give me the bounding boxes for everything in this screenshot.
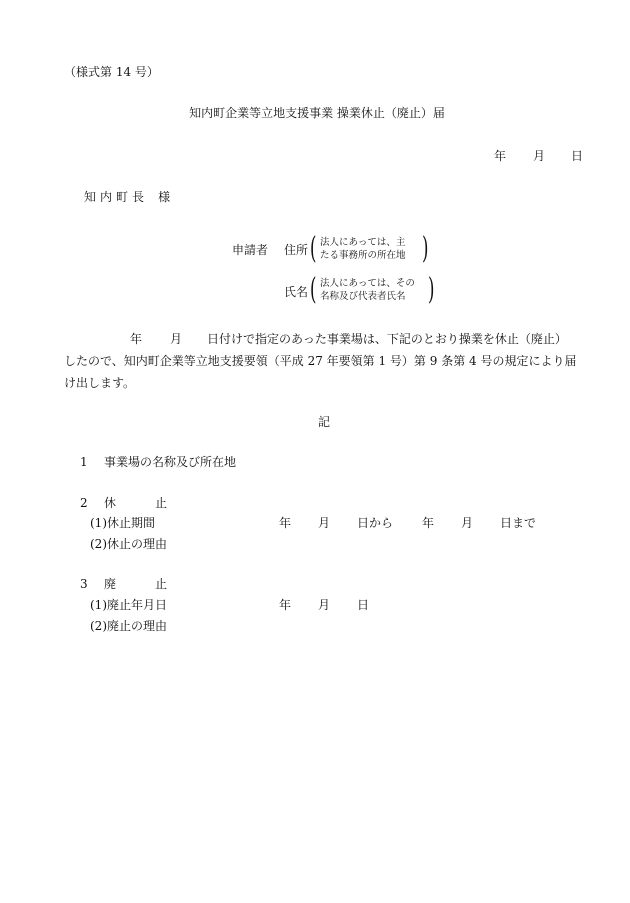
name-label: 氏名 xyxy=(284,285,309,299)
item3-sub1-day: 日 xyxy=(357,598,370,612)
name-note-line2: 名称及び代表者氏名 xyxy=(320,291,406,302)
item2-sub2: (2)休止の理由 xyxy=(90,537,167,551)
item3-label-a: 廃 xyxy=(104,577,117,591)
addressee-char-3: 町 xyxy=(116,190,129,204)
addressee-char-1: 知 xyxy=(84,190,97,204)
item1-label: 事業場の名称及び所在地 xyxy=(104,455,237,469)
name-note-open-paren: ( xyxy=(310,272,317,307)
addressee xyxy=(84,191,170,203)
ki-heading: 記 xyxy=(318,415,331,429)
item3-sub1: (1)廃止年月日 xyxy=(90,598,167,612)
address-note-open-paren: ( xyxy=(310,231,317,266)
item2-label-a: 休 xyxy=(104,496,117,510)
item1-number: 1 xyxy=(80,455,88,469)
item2-sub1-year: 年 xyxy=(279,516,292,530)
date-day-label: 日 xyxy=(571,149,584,163)
body-line1-year: 年 xyxy=(130,332,143,346)
document-title: 知内町企業等立地支援事業 操業休止（廃止）届 xyxy=(189,106,445,120)
addressee-char-4: 長 xyxy=(132,190,145,204)
item2-sub1: (1)休止期間 xyxy=(90,516,155,530)
item2-sub1-month: 月 xyxy=(318,516,331,530)
item2-sub1-year2: 年 xyxy=(422,516,435,530)
item2-sub1-from: 日から xyxy=(357,516,394,530)
item2-sub1-until: 日まで xyxy=(500,516,537,530)
address-note-line1: 法人にあっては、主 xyxy=(320,237,406,248)
body-line3: け出します。 xyxy=(64,376,136,390)
name-note xyxy=(310,272,445,307)
item2-label-b: 止 xyxy=(155,496,168,510)
date-year-label: 年 xyxy=(494,149,507,163)
body-line2: したので、知内町企業等立地支援要領（平成 27 年要領第 1 号）第 9 条第 4 号の規定により届 xyxy=(64,354,577,368)
address-note-line2: たる事務所の所在地 xyxy=(320,250,406,261)
addressee-honorific: 様 xyxy=(158,190,171,204)
address-label: 住所 xyxy=(284,243,309,257)
applicant-label: 申請者 xyxy=(232,243,269,257)
name-note-line1: 法人にあっては、その xyxy=(320,278,415,289)
item3-label-b: 止 xyxy=(155,577,168,591)
body-line1-month: 月 xyxy=(170,332,183,346)
item3-sub1-year: 年 xyxy=(279,598,292,612)
body-line1-rest: 日付けで指定のあった事業場は、下記のとおり操業を休止（廃止） xyxy=(207,332,567,346)
addressee-char-2: 内 xyxy=(100,190,113,204)
item2-sub1-month2: 月 xyxy=(461,516,474,530)
item3-sub2: (2)廃止の理由 xyxy=(90,619,167,633)
name-note-close-paren: ) xyxy=(428,272,435,307)
item2-number: 2 xyxy=(80,496,88,510)
address-note xyxy=(310,231,440,266)
date-month-label: 月 xyxy=(533,149,546,163)
address-note-close-paren: ) xyxy=(422,231,429,266)
form-number: （様式第 14 号） xyxy=(64,65,159,79)
item3-sub1-month: 月 xyxy=(318,598,331,612)
item3-number: 3 xyxy=(80,577,88,591)
